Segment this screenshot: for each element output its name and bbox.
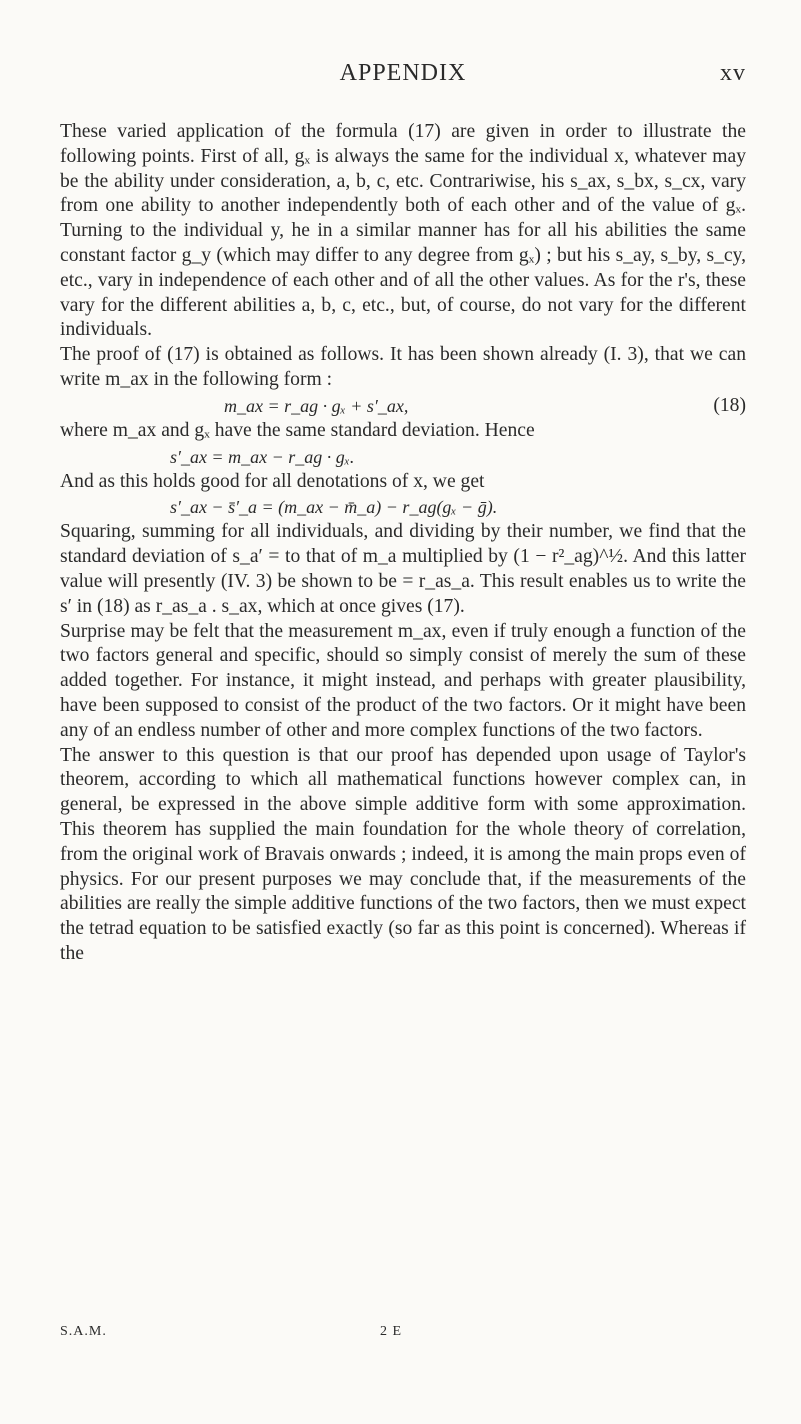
body-text: [60, 120, 746, 967]
paragraph-surprise: Surprise may be felt that the measurement m_ax, even if truly enough a function of the two factors general and specific, should so simply consist of merely the sum of these added together. For instance, it might instead, and perhaps with greater plausibility, have been supposed to consist of the product of the two factors. Or it might have been any of an endless number of other and more complex functions of the two factors.: [60, 620, 746, 741]
paragraph-varied-application: These varied application of the formula (17) are given in order to illustrate the following points. First of all, gₓ is always the same for the individual x, whatever may be the ability under consideration, a, b, c, etc. Contrariwise, his s_ax, s_bx, s_cx, vary from one ability to another independently both of each other and of the value of gₓ. Turning to the individual y, he in a similar manner has for all his abilities the same constant factor g_y (which may differ to any degree from gₓ) ; but his s_ay, s_by, s_cy, etc., vary in independence of each other and of all the other values. As for the r's, these vary for the different abilities a, b, c, etc., but, of course, do not vary for the different individuals.: [60, 121, 746, 341]
equation-18-number: (18): [713, 394, 746, 416]
page-footer: [60, 1324, 746, 1344]
printer-signature: S.A.M.: [60, 1324, 107, 1339]
paragraph-taylor-theorem: The answer to this question is that our proof has depended upon usage of Taylor's theorem, according to which all mathematical functions however complex can, in general, be expressed in the above simple additive form with some approximation. This theorem has supplied the main foundation for the whole theory of correlation, from the original work of Bravais onwards ; indeed, it is among the main props even of physics. For our present purposes we may conclude that, if the measurements of the abilities are really the simple additive functions of the two factors, then we must expect the tetrad equation to be satisfied exactly (so far as this point is concerned). Whereas if the: [60, 744, 746, 964]
page-number: xv: [720, 60, 746, 86]
paragraph-proof-intro: The proof of (17) is obtained as follows. It has been shown already (I. 3), that we can write m_ax in the following form :: [60, 344, 746, 390]
sheet-mark: 2 E: [380, 1324, 403, 1339]
equation-hence-expression: s′_ax = m_ax − r_ag · gₓ.: [170, 446, 355, 467]
paragraph-squaring: Squaring, summing for all individuals, and dividing by their number, we find that the standard deviation of s_a′ = to that of m_a multiplied by (1 − r²_ag)^½. And this latter value will presently (IV. 3) be shown to be = r_as_a. This result enables us to write the s′ in (18) as r_as_a . s_ax, which at once gives (17).: [60, 521, 746, 617]
equation-hence: [60, 444, 746, 470]
paragraph-all-denotations: And as this holds good for all denotations of x, we get: [60, 470, 485, 492]
equation-18: [60, 393, 746, 419]
equation-difference-expression: s′_ax − s̄′_a = (m_ax − m̄_a) − r_ag(gₓ − ḡ).: [170, 497, 498, 518]
equation-difference: [60, 494, 746, 520]
running-title: APPENDIX: [339, 60, 467, 86]
equation-18-expression: m_ax = r_ag · gₓ + s′_ax,: [224, 395, 409, 416]
paragraph-standard-deviation: where m_ax and gₓ have the same standard deviation. Hence: [60, 419, 535, 441]
page-header: [60, 60, 746, 100]
